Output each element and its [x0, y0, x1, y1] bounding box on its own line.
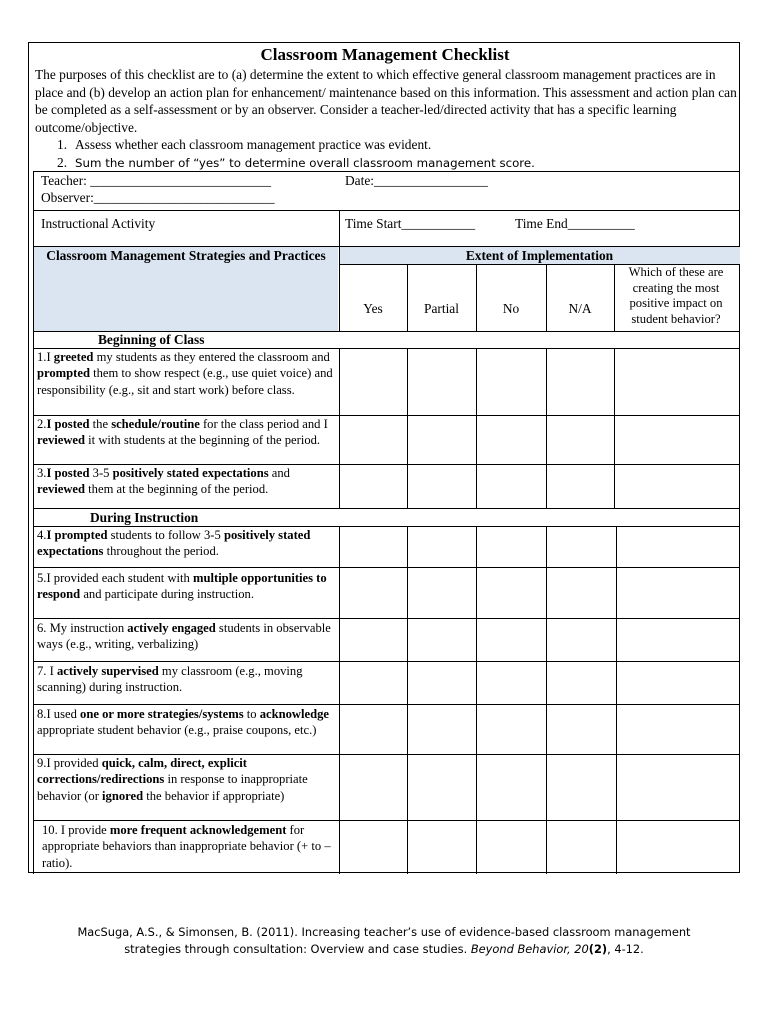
divider	[476, 526, 477, 874]
divider	[476, 348, 477, 509]
date-field[interactable]: Date:_________________	[345, 173, 488, 188]
divider	[614, 264, 615, 332]
divider	[33, 661, 740, 662]
checklist-item: 9.I provided quick, calm, direct, explicit corrections/redirections in response to inappropriate behavior (or ignored the behavior if appropriate)	[37, 756, 308, 803]
instructional-activity-field[interactable]: Instructional Activity	[41, 216, 156, 231]
divider	[33, 210, 740, 211]
divider	[33, 820, 740, 821]
citation-line: MacSuga, A.S., & Simonsen, B. (2011). Increasing teacher’s use of evidence-based classroom management	[77, 925, 691, 939]
checklist-item: 7. I actively supervised my classroom (e.g., moving scanning) during instruction.	[37, 664, 303, 695]
divider	[546, 348, 547, 509]
divider	[33, 618, 740, 619]
divider	[33, 567, 740, 568]
na-column-header: N/A	[568, 301, 592, 316]
instruction-list	[57, 136, 535, 172]
checklist-item: 4.I prompted students to follow 3-5 positively stated expectations throughout the period.	[37, 528, 311, 559]
time-end-field[interactable]: Time End__________	[515, 216, 635, 231]
checklist-item: 6. My instruction actively engaged students in observable ways (e.g., writing, verbalizing)	[37, 621, 331, 652]
divider	[546, 526, 547, 874]
checklist-item: 1.I greeted my students as they entered the classroom and prompted them to show respect (e.g., use quiet voice) and responsibility (e.g., sit and start work) before class.	[37, 350, 333, 397]
divider	[33, 171, 740, 172]
checklist-item: 3.I posted 3-5 positively stated expectations and reviewed them at the beginning of the period.	[37, 466, 290, 497]
checklist-item: 8.I used one or more strategies/systems to acknowledge appropriate student behavior (e.g., praise coupons, etc.)	[37, 707, 329, 738]
checklist-item: 5.I provided each student with multiple opportunities to respond and participate during instruction.	[37, 571, 327, 602]
divider	[614, 348, 615, 509]
intro-paragraph: The purposes of this checklist are to (a) determine the extent to which effective general classroom management practices are in place and (b) develop an action plan for enhancement/ maintenance based on this information. This assessment and action plan can be completed as a self-assessment or by an observer. Consider a teacher-led/directed activity that has a specific learning outcome/objective.	[35, 67, 737, 135]
divider	[407, 526, 408, 874]
citation	[0, 924, 768, 958]
checklist-frame	[28, 42, 740, 873]
divider	[33, 704, 740, 705]
divider	[339, 526, 340, 874]
checklist-item: 10. I provide more frequent acknowledgement for appropriate behaviors than inappropriate behavior (+ to – ratio).	[42, 823, 331, 870]
time-start-field[interactable]: Time Start___________	[345, 216, 476, 231]
teacher-field[interactable]: Teacher: ___________________________	[41, 173, 272, 188]
yes-column-header: Yes	[363, 301, 383, 316]
observer-field[interactable]: Observer:___________________________	[41, 190, 275, 205]
section-heading-beginning: Beginning of Class	[98, 332, 205, 347]
divider	[339, 210, 340, 247]
extent-header: Extent of Implementation	[465, 248, 614, 263]
divider	[33, 508, 740, 509]
instruction-step: 1. Assess whether each classroom management practice was evident.	[57, 137, 432, 152]
strategies-header: Classroom Management Strategies and Practices	[46, 248, 326, 263]
divider	[407, 348, 408, 509]
divider	[339, 348, 340, 509]
divider	[476, 264, 477, 332]
divider	[407, 264, 408, 332]
divider	[546, 264, 547, 332]
impact-column-header: Which of these are creating the most positive impact on student behavior?	[628, 265, 724, 326]
divider	[616, 526, 617, 874]
citation-line: strategies through consultation: Overview and case studies. Beyond Behavior, 20(2), 4-12.	[124, 942, 644, 956]
partial-column-header: Partial	[424, 301, 459, 316]
section-heading-during: During Instruction	[90, 510, 199, 525]
page-title: Classroom Management Checklist	[260, 45, 510, 64]
instruction-step: 2. Sum the number of “yes” to determine overall classroom management score.	[57, 154, 535, 170]
divider	[339, 246, 340, 332]
no-column-header: No	[502, 301, 520, 316]
checklist-item: 2.I posted the schedule/routine for the class period and I reviewed it with students at the beginning of the period.	[37, 417, 328, 448]
